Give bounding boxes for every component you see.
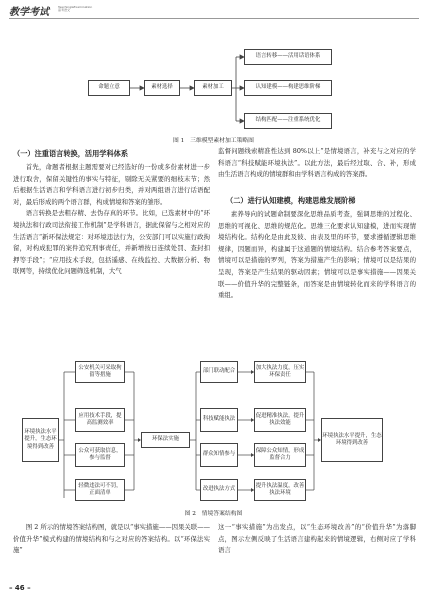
left-paragraph-2: 语言转换是去粗存精、去伪存真的环节。比如，已选素材中的“环境执法和行政司法衔接工作机制”是学科语言，据此保留与之相对应的生活语言“新环保法规定：对环境违法行为，公安部门可以实施行政拘留，对构成犯罪的案件追究刑事责任，并新增按日连续处罚、查封扣押等手段”；“应用技术手段，包括遥感、在线监控、大数据分析、物联网等，持续优化问题筛选机制，大气 [13,209,210,276]
effect-box-1: 加大执法力度，压实环保责任 [254,361,306,383]
measure-box-1: 公安机关可采取拘留等措施 [75,361,125,383]
bottom-right-text [218,522,416,557]
figure-1-caption: 图 1 三维模型素材加工策略图 [173,138,254,144]
fig2-left-outcome-box: 环境执法水平提升，生态环境得到改善 [22,418,59,462]
step-language-box: 语言转移——活用话语体系 [244,49,332,65]
bottom-left-paragraph: 图 2 所示的情境答案结构图，就是以“事实措施——因果关联——价值升华”模式构建的情境结构和与之对应的答案结构。以“环保法实施” [13,523,210,555]
fig2-right-outcome-box: 环境执法水平提升，生态环境得到改善 [321,418,383,462]
effect-box-4: 提升执法温度，改善执法环境 [254,479,306,501]
role-box-4: 改进执法方式 [200,479,238,501]
step-structure-box: 结构匹配——注重系统优化 [244,113,332,129]
step-modeling-box: 认知建模——构建思维阶梯 [244,80,332,96]
section-1-heading: （一）注重语言转换，活用学科体系 [13,149,129,158]
journal-title: 教学考试 [9,7,49,18]
process-box: 素材加工 [194,80,232,96]
section-2-heading: （二）进行认知建模，构建思维发展阶梯 [226,196,356,205]
effect-box-3: 保障公众知情，形成监督合力 [254,443,306,467]
measure-box-4: 轻微违法可不罚，正面清单 [75,479,125,501]
bottom-left-text [13,522,210,557]
select-box: 素材选择 [144,80,180,96]
role-box-3: 群众知情参与 [200,443,238,467]
page-number: – 46 – [9,584,31,592]
measure-box-3: 公众可获取信息，参与监督 [75,443,125,467]
right-paragraph-2: 素养导向的试题命制要深化思维品质考查，强调思维的过程化、思维的可视化、思维的规范化。思维三化要求认知建模，进而实现情境结构化。结构化是由此及彼、由表及里的环节，要求遵循逻辑思维规律，因题而异，构建属于这道题的情境结构。结合参考答案要点，情境可以是措施的罗列，答案为措施产生的影响；情境可以是结果的呈现，答案是产生结果的驱动因素；情境可以是事实措施——因果关联——价值升华的完整链条，而答案是由情境转化而来的学科语言的重组。 [218,210,416,300]
center-box: 环保法实施 [141,432,190,448]
figure-2-caption: 图 2 情境答案结构图 [184,511,243,517]
role-box-2: 科技赋能执法 [200,408,238,432]
role-box-1: 部门联动配合 [200,361,238,383]
bottom-right-paragraph: 这一“事实措施”为出发点，以“生态环境改善”的“价值升华”为落脚点，图示左侧反映了生活语言建构起来的情境逻辑，右侧对应了学科语言 [218,523,416,555]
left-paragraph-1: 首先，命题者根据主题需要对已经选好的一份或多份素材进一步进行取舍，保留关键性的事实与特征，剔除无关紧要的细枝末节；然后根据生活语言和学科语言进行初步归类，并对两组语言进行话语配对，最后形成的两个语言群，构成情境和答案的雏形。 [13,163,210,206]
measure-box-2: 应用技术手段，提高监测效率 [75,408,125,432]
right-paragraph-1: 监督问题线索精准性达到 80%以上”是情境语言，补充与之对应的学科语言“科技赋能环境执法”。以此方法，最后经过取、合、补，形成由生活语言构成的情境群和由学科语言构成的答案群。 [218,147,416,179]
effect-box-2: 促进精准执法，提升执法效能 [254,408,306,432]
origin-box: 命题立意 [88,80,130,96]
journal-subtitle: Teaching&Examination 高考语文 [58,5,93,12]
